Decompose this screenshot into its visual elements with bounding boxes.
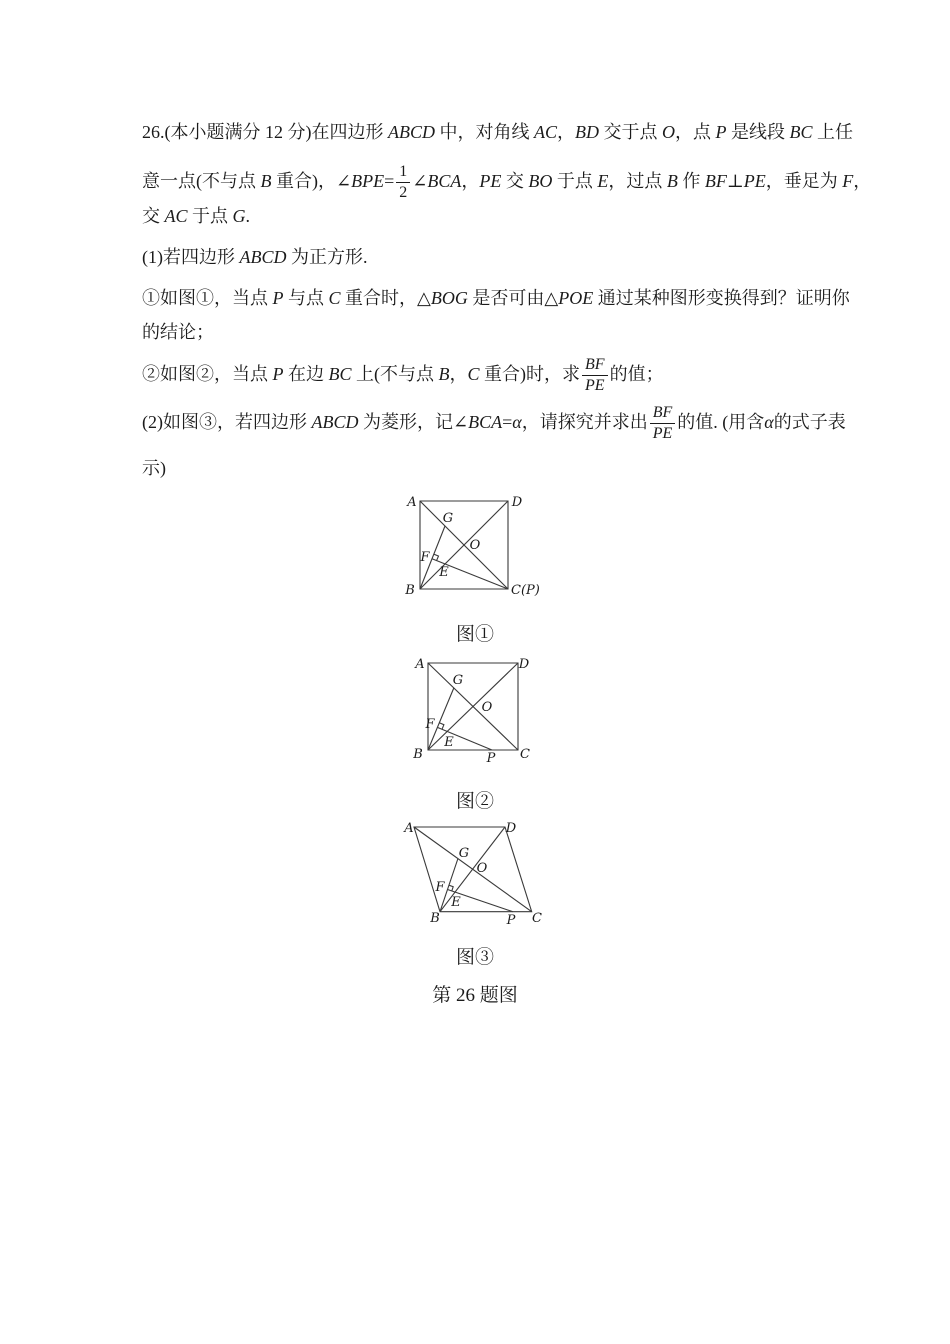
text-segment: BPE [351, 171, 385, 192]
figure-2 [400, 650, 560, 772]
fig3-label-c: C [532, 911, 542, 926]
fraction: $\frac{BF}{PE}$ [582, 356, 608, 396]
text-segment: ∠ [412, 171, 428, 192]
text-segment: ， [557, 122, 576, 142]
text-segment: BO [528, 171, 553, 192]
fig3-label-g: G [458, 846, 470, 861]
text-segment: 中，对角线 [435, 122, 534, 142]
text-segment: C [467, 364, 480, 385]
fig1-label-f: F [420, 550, 430, 565]
fig3-diagonal-bd [440, 827, 505, 912]
figure-1-caption: 图① [455, 624, 494, 645]
text-segment: 是线段 [726, 122, 790, 142]
text-segment: B [666, 171, 678, 192]
figure-2-caption: 图② [455, 791, 494, 812]
text-segment: BC [789, 122, 813, 142]
text-segment: P [715, 122, 727, 142]
problem-line-7 [142, 356, 664, 396]
text-segment: ①如图①，当点 [142, 288, 273, 308]
fig2-label-c: C [520, 747, 530, 762]
text-segment: ， [449, 364, 468, 385]
text-segment: ABCD [239, 247, 287, 267]
text-segment: ，点 [675, 122, 716, 142]
text-segment: 作 [677, 171, 705, 192]
fig3-label-p: P [506, 913, 516, 928]
text-segment: BCA [427, 171, 462, 192]
problem-line-9 [142, 457, 166, 480]
text-segment: AC [164, 206, 188, 226]
text-segment: POE [558, 288, 594, 308]
text-segment: α [512, 412, 522, 433]
text-segment: 的值. (用含 [677, 412, 765, 433]
fig3-label-o: O [476, 861, 488, 876]
text-segment: ABCD [388, 122, 435, 142]
text-segment: = [384, 171, 395, 192]
text-segment: 通过某种图形变换得到？证明你 [593, 288, 850, 308]
text-segment: 上任 [812, 122, 854, 142]
text-segment: BCA [468, 412, 503, 433]
figure-group-caption: 第 26 题图 [432, 985, 518, 1006]
fig3-label-b: B [430, 911, 440, 926]
text-segment: F [842, 171, 854, 192]
text-segment: 交 [501, 171, 529, 192]
text-segment: E [597, 171, 609, 192]
text-segment: (1)若四边形 [142, 247, 240, 267]
text-segment: 在边 [283, 364, 329, 385]
problem-line-1 [142, 121, 853, 144]
fig1-label-o: O [469, 538, 481, 553]
fig3-label-d: D [505, 821, 517, 836]
problem-line-6 [142, 321, 214, 344]
fig2-label-b: B [413, 747, 423, 762]
text-segment: 意一点(不与点 [142, 171, 261, 192]
fig1-label-cp: C(P) [511, 583, 540, 598]
text-segment: G [232, 206, 246, 226]
text-segment: AC [534, 122, 558, 142]
text-segment: (2)如图③，若四边形 [142, 412, 312, 433]
text-segment: 是否可由△ [467, 288, 559, 308]
text-segment: 26.(本小题满分 12 分)在四边形 [142, 122, 388, 142]
text-segment: 重合时，△ [340, 288, 431, 308]
fig1-label-d: D [511, 495, 523, 510]
problem-line-8 [142, 404, 846, 444]
fig3-label-a: A [404, 821, 414, 836]
fig2-label-o: O [481, 700, 493, 715]
text-segment: 的结论； [142, 322, 214, 342]
text-segment: 为菱形，记∠ [358, 412, 469, 433]
problem-line-5 [142, 287, 850, 310]
text-segment: ⊥ [726, 171, 744, 192]
text-segment: 的值； [609, 364, 664, 385]
fig2-label-d: D [518, 657, 530, 672]
text-segment: 的式子表 [773, 412, 846, 433]
text-segment: BOG [430, 288, 468, 308]
text-segment: 交于点 [599, 122, 663, 142]
fig2-label-g: G [452, 673, 464, 688]
fig2-label-e: E [444, 735, 454, 750]
text-segment: ，垂足为 [765, 171, 843, 192]
text-segment: BD [575, 122, 600, 142]
problem-line-2 [142, 163, 871, 203]
text-segment: α [764, 412, 774, 433]
text-segment: 于点 [187, 206, 233, 226]
fig1-label-e: E [439, 565, 449, 580]
text-segment: BF [704, 171, 727, 192]
text-segment: P [272, 364, 284, 385]
text-segment: 与点 [283, 288, 329, 308]
text-segment: 于点 [552, 171, 598, 192]
fraction: $\frac{1}{2}$ [396, 163, 410, 203]
text-segment: 为正方形. [286, 247, 368, 267]
text-segment: P [272, 288, 284, 308]
text-segment: 示) [142, 458, 166, 478]
text-segment: 重合)时，求 [479, 364, 581, 385]
fig1-label-a: A [407, 495, 417, 510]
text-segment: B [438, 364, 450, 385]
text-segment: C [328, 288, 341, 308]
text-segment: BC [328, 364, 352, 385]
fig1-label-b: B [405, 583, 415, 598]
problem-line-4 [142, 246, 368, 269]
text-segment: ，请探究并求出 [521, 412, 648, 433]
text-segment: PE [479, 171, 502, 192]
text-segment: B [260, 171, 272, 192]
text-segment: ， [461, 171, 480, 192]
fig2-label-f: F [425, 717, 435, 732]
text-segment: . [245, 206, 251, 226]
fig2-label-a: A [415, 657, 425, 672]
text-segment: O [662, 122, 676, 142]
figure-3 [400, 815, 565, 937]
fig3-label-e: E [451, 895, 461, 910]
fig2-label-p: P [486, 751, 496, 766]
figure-3-caption: 图③ [455, 947, 494, 968]
problem-line-3 [142, 205, 250, 228]
text-segment: 重合)，∠ [271, 171, 352, 192]
fraction: $\frac{BF}{PE}$ [650, 404, 676, 444]
text-segment: PE [743, 171, 766, 192]
text-segment: ②如图②，当点 [142, 364, 273, 385]
figure-1 [390, 488, 550, 610]
fig3-label-f: F [435, 880, 445, 895]
text-segment: 上(不与点 [351, 364, 439, 385]
text-segment: = [502, 412, 513, 433]
fig1-label-g: G [442, 511, 454, 526]
text-segment: ，过点 [608, 171, 667, 192]
text-segment: 交 [142, 206, 165, 226]
text-segment: ABCD [311, 412, 359, 433]
text-segment: ， [853, 171, 872, 192]
